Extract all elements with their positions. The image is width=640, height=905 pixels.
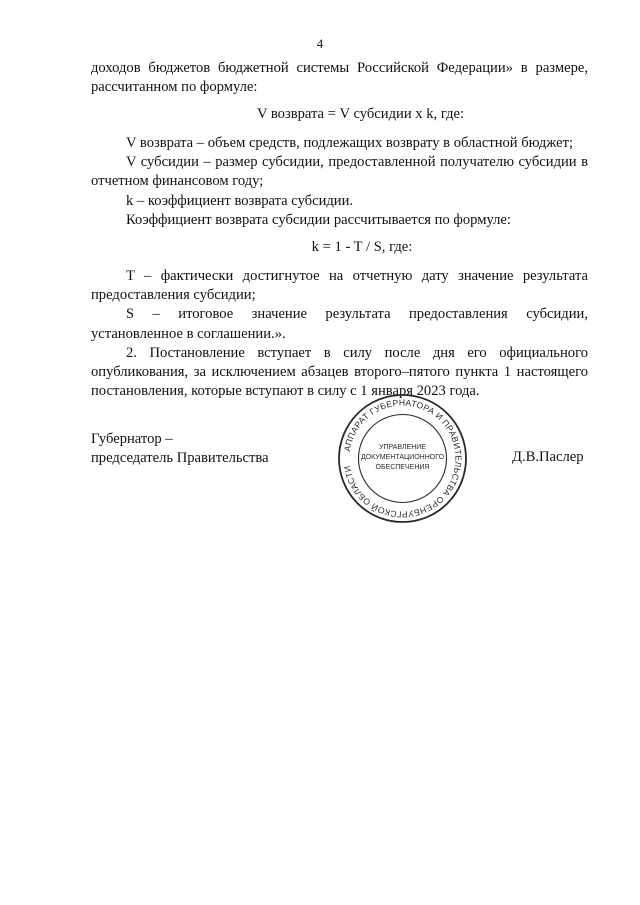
paragraph-t-definition: T – фактически достигнутое на отчетную дату значение результата предоставления субсидии; xyxy=(91,267,588,303)
formula-return-volume: V возврата = V субсидии x k, где: xyxy=(256,105,465,122)
stamp-center-line1: УПРАВЛЕНИЕ xyxy=(379,444,426,451)
paragraph-effective-date: 2. Постановление вступает в силу после дня его официального опубликования, за исключением абзацев второго–пятого пункта 1 настоящего постановления, которые вступают в силу с 1 января 2023 года. xyxy=(91,344,588,400)
paragraph-intro: доходов бюджетов бюджетной системы Российской Федерации» в размере, рассчитанном по формуле: xyxy=(91,60,588,96)
paragraph-v-return: V возврата – объем средств, подлежащих возврату в областной бюджет; xyxy=(126,134,574,151)
paragraph-s-definition: S – итоговое значение результата предоставления субсидии, установленное в соглашении.». xyxy=(91,306,588,342)
page-number: 4 xyxy=(316,36,324,51)
paragraph-k-formula-intro: Коэффициент возврата субсидии рассчитывается по формуле: xyxy=(126,212,511,229)
signatory-title-line2: председатель Правительства xyxy=(91,450,269,467)
official-stamp xyxy=(336,392,469,525)
signatory-name: Д.В.Паслер xyxy=(512,449,584,465)
signatory-title-line1: Губернатор – xyxy=(91,431,173,447)
paragraph-k-definition: k – коэффициент возврата субсидии. xyxy=(126,192,354,209)
paragraph-v-subsidy: V субсидии – размер субсидии, предоставленной получателю субсидии в отчетном финансовом году; xyxy=(91,154,588,190)
document-body xyxy=(91,59,588,402)
stamp-center-line3: ОБЕСПЕЧЕНИЯ xyxy=(375,464,430,471)
stamp-center-line2: ДОКУМЕНТАЦИОННОГО xyxy=(360,454,445,461)
formula-coefficient: k = 1 - T / S, где: xyxy=(311,239,413,256)
stamp-ring-text: АППАРАТ ГУБЕРНАТОРА И ПРАВИТЕЛЬСТВА ОРЕНБУРГСКОЙ ОБЛАСТИ xyxy=(341,397,464,520)
signatory-title xyxy=(91,430,269,469)
